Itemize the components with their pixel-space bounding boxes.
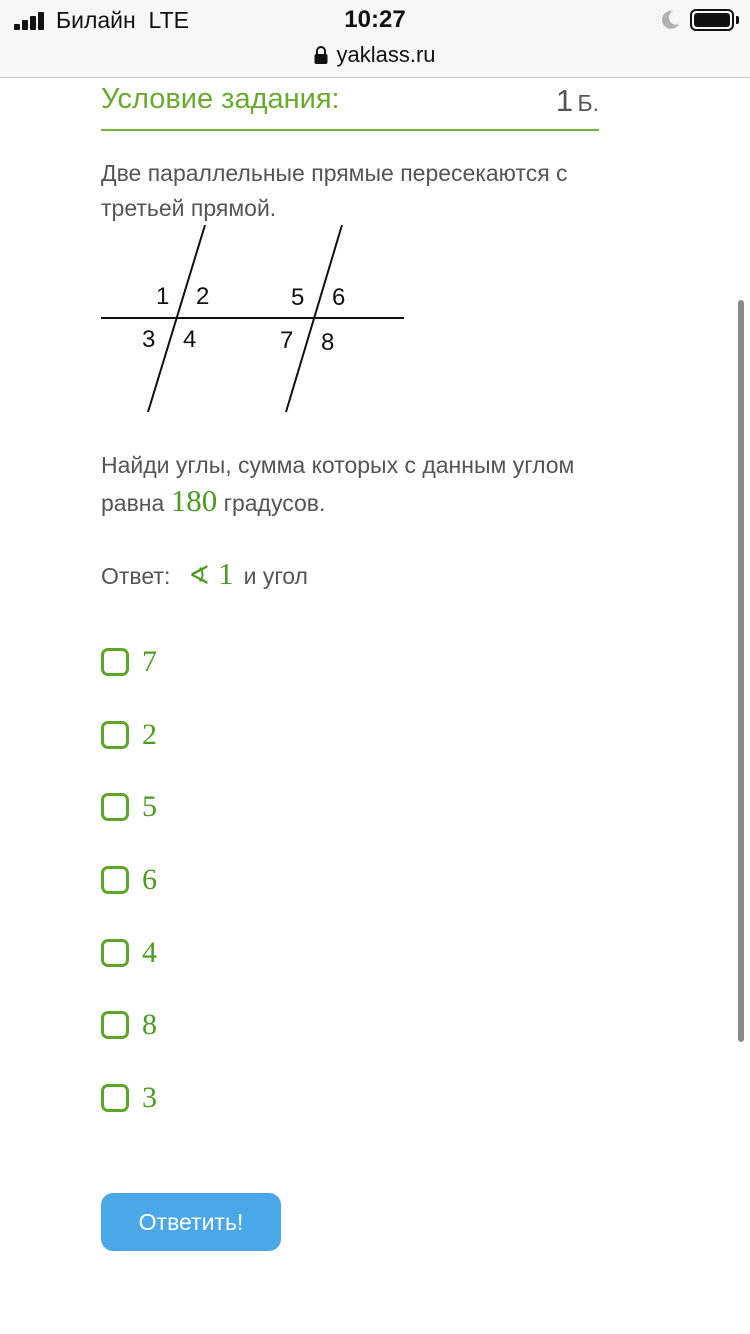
angle-label-7: 7	[280, 327, 294, 354]
figure-lines	[101, 225, 411, 415]
option-label[interactable]: 6	[142, 863, 157, 897]
task-points	[556, 83, 599, 119]
answer-angle-number: 1	[218, 556, 234, 591]
task-content	[101, 78, 599, 1235]
checkbox-icon[interactable]	[101, 1084, 129, 1112]
lock-icon	[314, 46, 328, 64]
angle-label-2: 2	[196, 283, 210, 310]
option-item[interactable]	[101, 642, 401, 715]
checkbox-icon[interactable]	[101, 939, 129, 967]
answer-suffix: и угол	[243, 563, 308, 589]
angle-label-5: 5	[291, 284, 305, 311]
clock: 10:27	[344, 6, 406, 33]
question-number: 180	[170, 483, 218, 518]
option-item[interactable]	[101, 860, 401, 933]
url-text[interactable]: yaklass.ru	[336, 42, 436, 67]
option-label[interactable]: 8	[142, 1008, 157, 1042]
battery-icon	[690, 9, 734, 31]
option-label[interactable]: 3	[142, 1081, 157, 1115]
task-statement: Две параллельные прямые пересекаются с третьей прямой.	[101, 160, 568, 221]
answer-options	[101, 642, 401, 1151]
option-label[interactable]: 4	[142, 935, 157, 969]
answer-prefix: Ответ:	[101, 563, 171, 589]
page-scrollbar[interactable]	[738, 300, 744, 1042]
option-label[interactable]: 5	[142, 790, 157, 824]
checkbox-icon[interactable]	[101, 793, 129, 821]
status-bar	[0, 0, 750, 40]
option-item[interactable]	[101, 787, 401, 860]
task-question	[101, 448, 599, 521]
points-value: 1	[555, 83, 574, 118]
points-unit: Б.	[577, 90, 599, 116]
answer-line	[101, 556, 308, 592]
moon-icon	[660, 9, 680, 31]
submit-button[interactable]: Ответить!	[101, 1193, 281, 1251]
checkbox-icon[interactable]	[101, 721, 129, 749]
browser-url-bar[interactable]	[0, 40, 750, 78]
battery-tip	[736, 16, 739, 24]
angle-label-6: 6	[332, 284, 346, 311]
option-item[interactable]	[101, 715, 401, 788]
angle-label-8: 8	[321, 329, 335, 356]
option-label[interactable]: 2	[142, 717, 157, 751]
question-prefix: Найди углы, сумма которых с данным углом равна	[101, 452, 575, 516]
option-item[interactable]	[101, 1078, 401, 1151]
question-suffix: градусов.	[223, 490, 326, 516]
task-header-title: Условие задания:	[101, 83, 340, 115]
checkbox-icon[interactable]	[101, 648, 129, 676]
checkbox-icon[interactable]	[101, 1011, 129, 1039]
carrier-label: Билайн LTE	[56, 7, 189, 33]
option-label[interactable]: 7	[142, 645, 157, 678]
parallel-lines-figure	[101, 225, 411, 415]
angle-symbol: ∢	[188, 560, 211, 590]
checkbox-icon[interactable]	[101, 866, 129, 894]
angle-label-3: 3	[142, 326, 156, 353]
task-header	[101, 78, 599, 131]
option-item[interactable]	[101, 933, 401, 1006]
angle-label-1: 1	[156, 283, 170, 310]
angle-label-4: 4	[183, 326, 197, 353]
option-item[interactable]	[101, 1005, 401, 1078]
